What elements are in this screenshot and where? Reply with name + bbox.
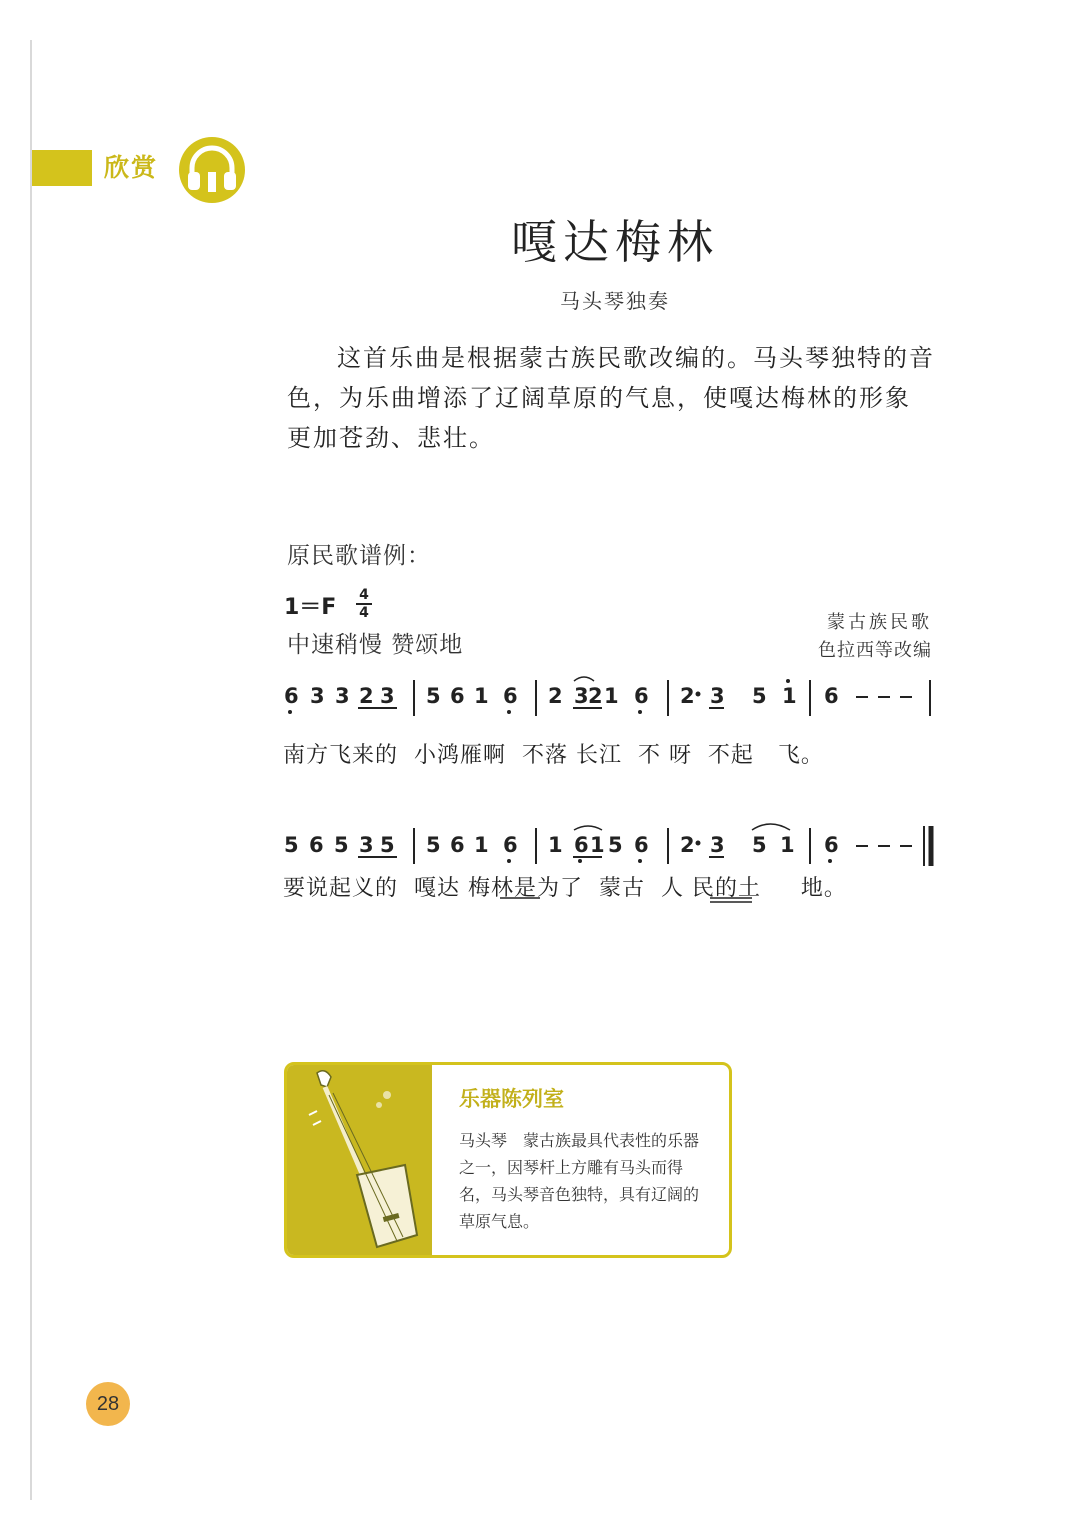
svg-text:6: 6 <box>574 833 589 857</box>
measure <box>548 826 649 863</box>
svg-text:2: 2 <box>680 833 695 857</box>
svg-text:6: 6 <box>824 833 839 857</box>
measure <box>284 684 397 714</box>
svg-text:1: 1 <box>782 684 797 708</box>
measure <box>426 833 518 863</box>
svg-text:3: 3 <box>710 833 725 857</box>
lyrics-line-2: 要说起义的 嘎达 梅林是为了 蒙古 人 民的土 地。 <box>283 876 847 901</box>
measure <box>548 677 649 714</box>
svg-text:5: 5 <box>380 833 395 857</box>
measure <box>426 684 518 714</box>
score-line-1 <box>284 677 930 716</box>
instrument-heading: 乐器陈列室 <box>459 1087 564 1111</box>
page-subtitle: 马头琴独奏 <box>560 289 670 313</box>
tempo-marking: 中速稍慢 赞颂地 <box>287 632 464 658</box>
time-signature <box>354 588 374 620</box>
svg-text:6: 6 <box>450 833 465 857</box>
svg-text:5: 5 <box>426 684 441 708</box>
measure <box>284 833 397 857</box>
svg-text:6: 6 <box>503 833 518 857</box>
time-signature-top: 4 <box>359 587 369 603</box>
credit-origin: 蒙古族民歌 <box>827 612 932 633</box>
svg-text:3: 3 <box>710 684 725 708</box>
credit-arranger: 色拉西等改编 <box>818 640 932 661</box>
svg-text:1: 1 <box>590 833 605 857</box>
svg-text:6: 6 <box>634 833 649 857</box>
lyrics-line-1: 南方飞来的 小鸿雁啊 不落 长江 不 呀 不起 飞。 <box>283 743 824 768</box>
time-signature-bottom: 4 <box>359 605 369 621</box>
section-tag-bar <box>32 150 92 186</box>
instrument-description: 马头琴 蒙古族最具代表性的乐器之一，因琴杆上方雕有马头而得名，马头琴音色独特，具有辽阔的草原气息。 <box>459 1131 700 1231</box>
measure <box>680 824 795 857</box>
svg-text:1: 1 <box>780 833 795 857</box>
svg-text:5: 5 <box>752 833 767 857</box>
svg-text:6: 6 <box>824 684 839 708</box>
key-signature: 1＝F <box>284 595 337 620</box>
svg-text:2: 2 <box>359 684 374 708</box>
svg-text:5: 5 <box>284 833 299 857</box>
score-line-2 <box>284 824 931 866</box>
score-label: 原民歌谱例： <box>287 543 431 569</box>
section-label: 欣赏 <box>104 153 159 182</box>
svg-text:1: 1 <box>548 833 563 857</box>
instrument-info-box <box>284 1062 732 1258</box>
instrument-image <box>287 1065 432 1255</box>
svg-text:1: 1 <box>474 833 489 857</box>
svg-text:3: 3 <box>380 684 395 708</box>
morin-khuur-icon <box>287 1065 432 1255</box>
svg-text:2: 2 <box>588 684 603 708</box>
measure <box>680 679 797 708</box>
svg-text:6: 6 <box>284 684 299 708</box>
headphones-icon <box>178 136 246 204</box>
page-title: 嘎达梅林 <box>511 215 719 269</box>
svg-text:3: 3 <box>574 684 589 708</box>
svg-text:6: 6 <box>450 684 465 708</box>
svg-text:6: 6 <box>309 833 324 857</box>
measure <box>824 833 912 863</box>
intro-paragraph: 这首乐曲是根据蒙古族民歌改编的。马头琴独特的音色，为乐曲增添了辽阔草原的气息，使嘎达梅林的形象更加苍劲、悲壮。 <box>287 344 935 452</box>
svg-text:1: 1 <box>604 684 619 708</box>
svg-text:6: 6 <box>634 684 649 708</box>
svg-text:3: 3 <box>310 684 325 708</box>
svg-text:5: 5 <box>334 833 349 857</box>
svg-text:3: 3 <box>359 833 374 857</box>
svg-text:6: 6 <box>503 684 518 708</box>
svg-text:2: 2 <box>548 684 563 708</box>
svg-text:5: 5 <box>608 833 623 857</box>
page-number: 28 <box>86 1382 130 1426</box>
svg-text:3: 3 <box>335 684 350 708</box>
measure <box>824 684 912 708</box>
svg-text:5: 5 <box>752 684 767 708</box>
svg-text:5: 5 <box>426 833 441 857</box>
svg-text:2: 2 <box>680 684 695 708</box>
svg-text:1: 1 <box>474 684 489 708</box>
